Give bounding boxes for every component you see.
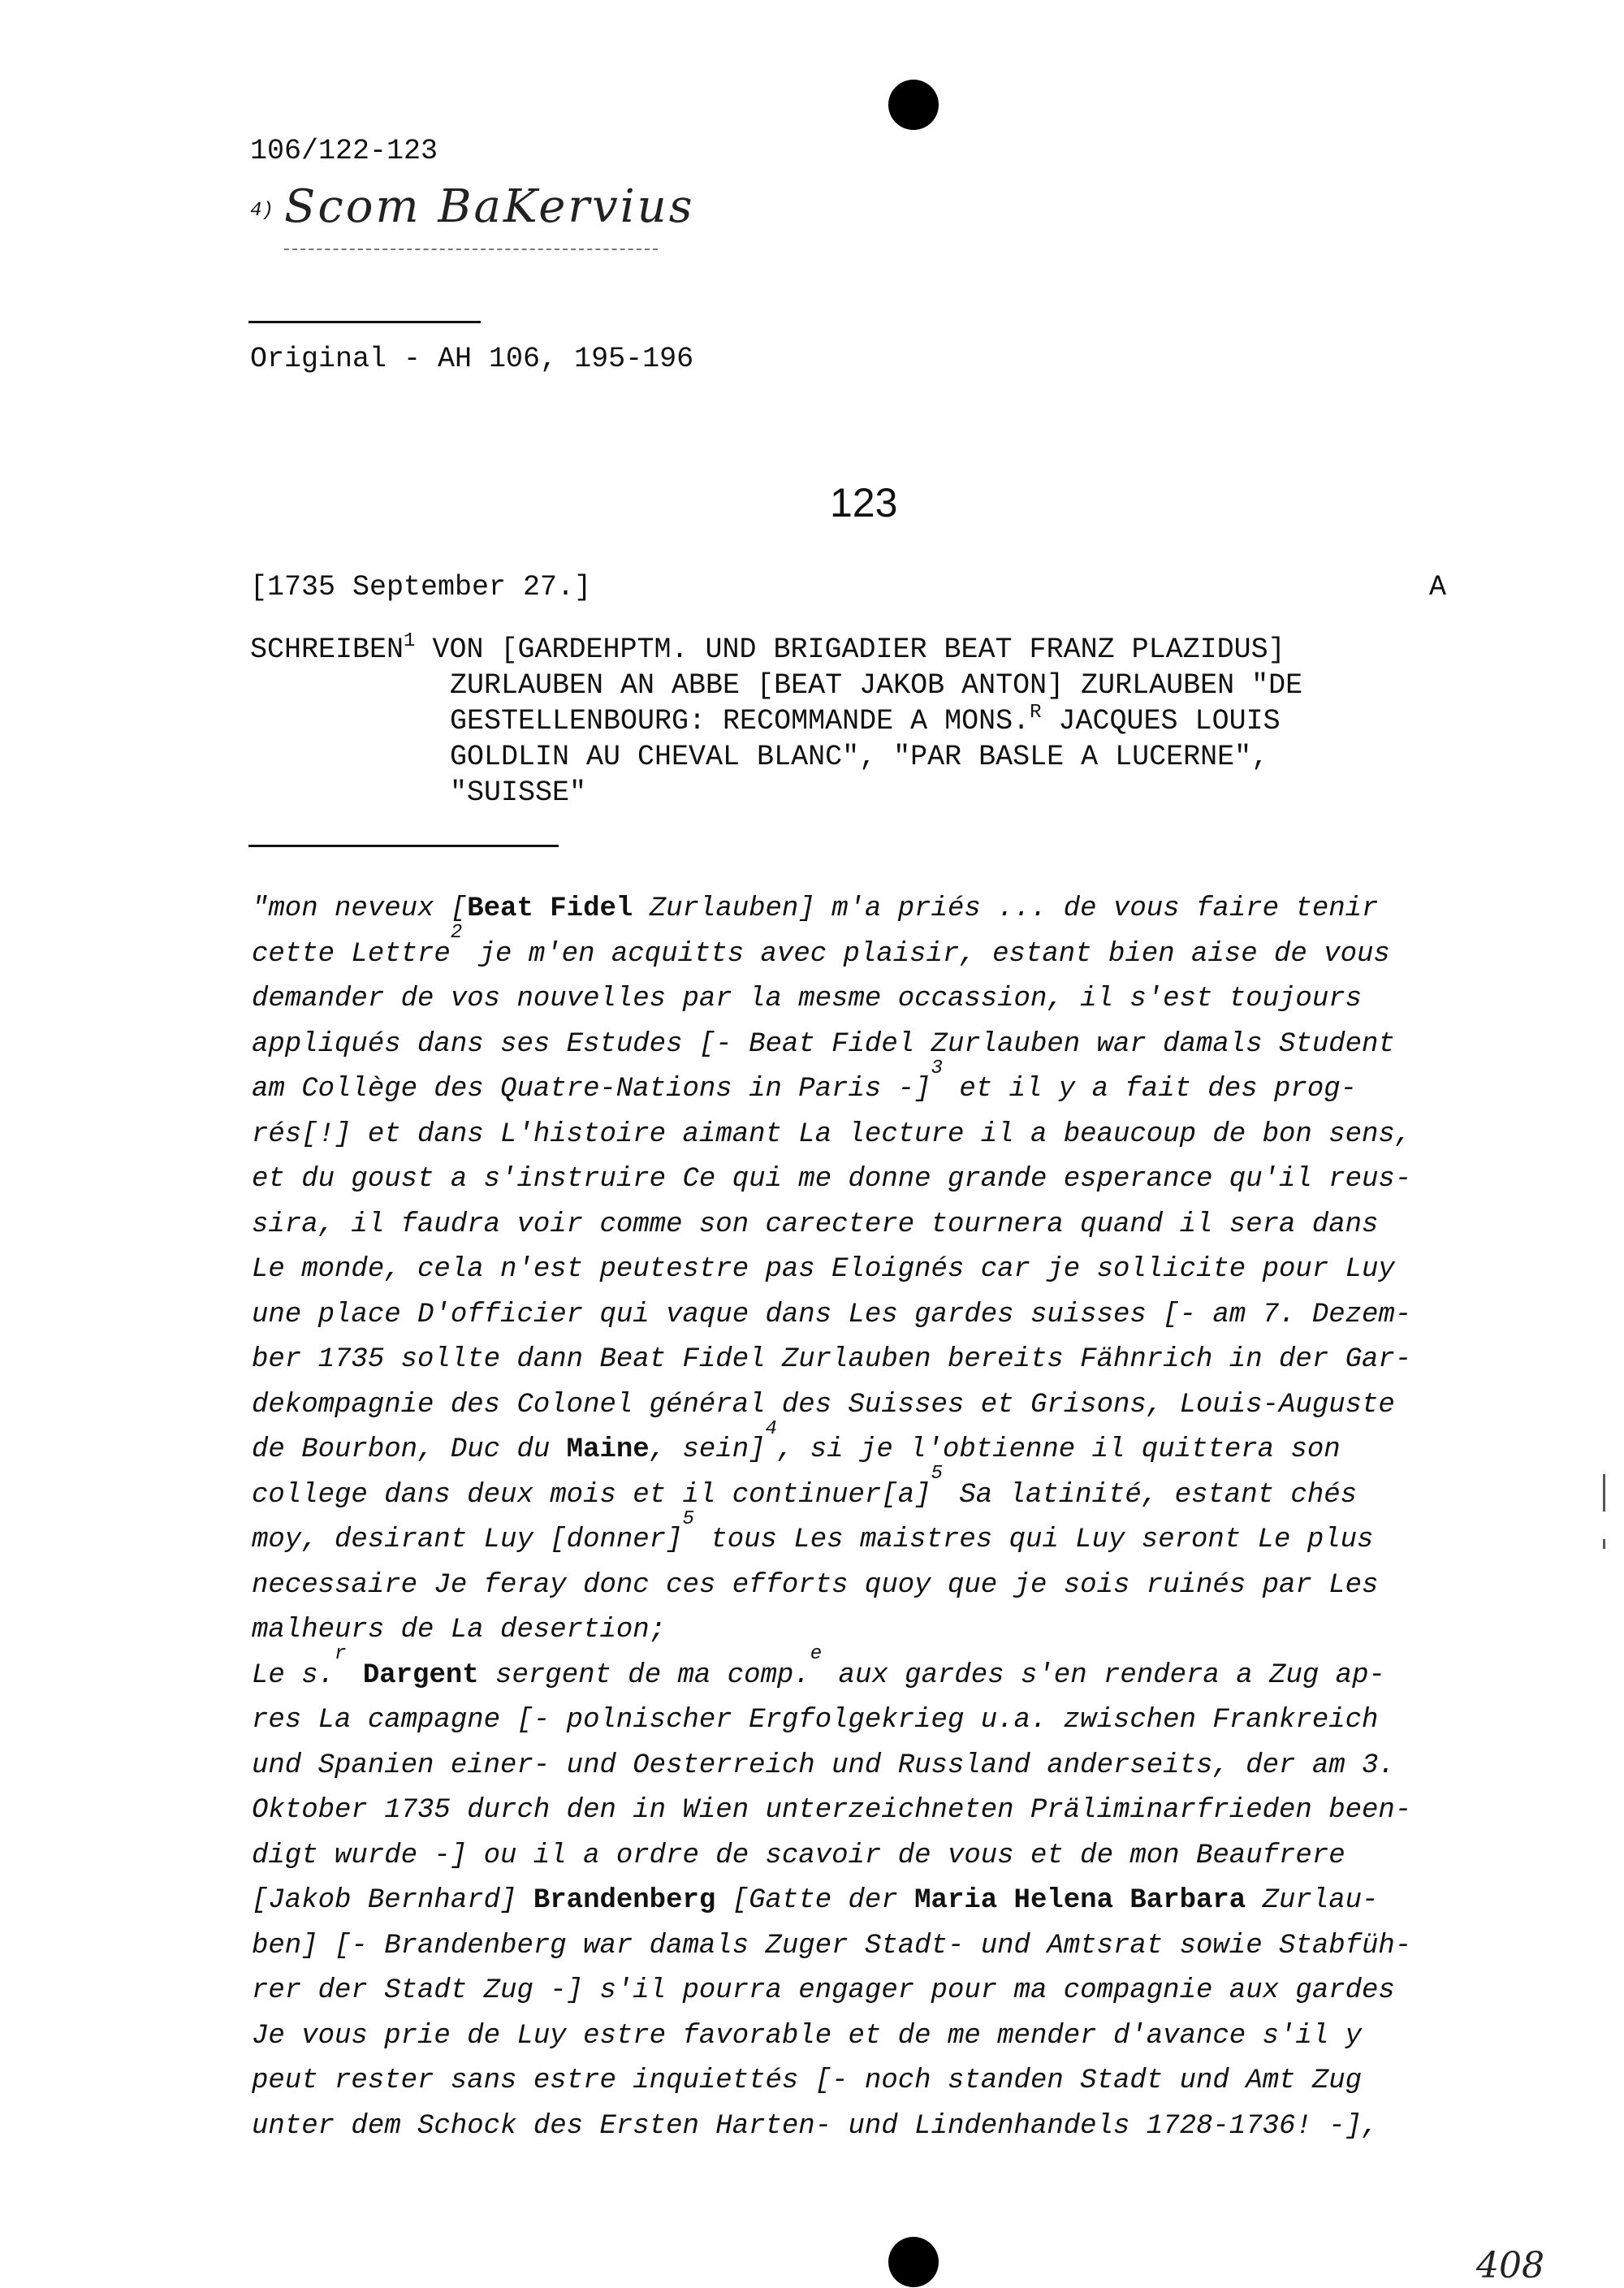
body-line: Oktober 1735 durch den in Wien unterzeichneten Präliminarfrieden been-: [252, 1795, 1412, 1826]
punch-hole-bottom: [888, 2237, 939, 2287]
heading-line: SCHREIBEN$^1$ VON [GARDEHPTM. UND BRIGADIER BEAT FRANZ PLAZIDUS]: [250, 630, 1285, 666]
body-line: de Bourbon, Duc du Maine, sein]$^4$, si je l'obtienne il quittera son: [252, 1417, 1341, 1465]
body-line: rés[!] et dans L'histoire aimant La lecture il a beaucoup de bon sens,: [252, 1118, 1412, 1150]
body-line: appliqués dans ses Estudes [- Beat Fidel Zurlauben war damals Student: [252, 1028, 1395, 1060]
body-line: Le s.$^r$ Dargent sergent de ma comp.$^e$ aux gardes s'en rendera a Zug ap-: [252, 1643, 1385, 1691]
document-number: 123: [830, 480, 898, 526]
footnote-rule: [248, 321, 481, 323]
heading-line: "SUISSE": [450, 776, 587, 809]
handwritten-page-number: 408: [1476, 2245, 1544, 2286]
body-line: am Collège des Quatre-Nations in Paris -]$^3$ et il y a fait des prog-: [252, 1057, 1358, 1105]
body-line: [Jakob Bernhard] Brandenberg [Gatte der Maria Helena Barbara Zurlau-: [252, 1885, 1379, 1916]
body-line: und Spanien einer- und Oesterreich und Russland anderseits, der am 3.: [252, 1750, 1395, 1781]
scan-edge-mark: [1603, 1539, 1605, 1549]
document-category: A: [1429, 571, 1447, 603]
document-date: [1735 September 27.]: [250, 571, 592, 603]
body-line: unter dem Schock des Ersten Harten- und Lindenhandels 1728-1736! -],: [252, 2110, 1379, 2142]
heading-line: GESTELLENBOURG: RECOMMANDE A MONS.$^R$ JACQUES LOUIS: [450, 702, 1281, 737]
body-line: ben] [- Brandenberg war damals Zuger Stadt- und Amtsrat sowie Stabfüh-: [252, 1930, 1412, 1961]
original-source: Original - AH 106, 195-196: [250, 343, 694, 375]
body-line: necessaire Je feray donc ces efforts quoy que je sois ruinés par Les: [252, 1569, 1379, 1601]
body-line: peut rester sans estre inquiettés [- noch standen Stadt und Amt Zug: [252, 2065, 1363, 2096]
body-line: sira, il faudra voir comme son carectere tournera quand il sera dans: [252, 1209, 1379, 1240]
section-rule: [248, 845, 559, 847]
archive-reference: 106/122-123: [250, 135, 438, 167]
body-line: res La campagne [- polnischer Ergfolgekrieg u.a. zwischen Frankreich: [252, 1705, 1379, 1736]
body-line: "mon neveux [Beat Fidel Zurlauben] m'a priés ... de vous faire tenir: [252, 893, 1379, 924]
letter-body: [252, 887, 1514, 2149]
body-line: cette Lettre$^2$ je m'en acquitts avec plaisir, estant bien aise de vous: [252, 922, 1390, 970]
body-line: dekompagnie des Colonel général des Suisses et Grisons, Louis-Auguste: [252, 1389, 1395, 1421]
body-line: rer der Stadt Zug -] s'il pourra engager pour ma compagnie aux gardes: [252, 1975, 1395, 2006]
body-line: demander de vos nouvelles par la mesme occassion, il s'est toujours: [252, 984, 1363, 1014]
heading-line: GOLDLIN AU CHEVAL BLANC", "PAR BASLE A LUCERNE",: [450, 741, 1269, 773]
body-line: college dans deux mois et il $continuer[a]^5$ Sa latinité, estant chés: [252, 1463, 1358, 1511]
body-line: Je vous prie de Luy estre favorable et de me mender d'avance s'il y: [252, 2020, 1363, 2052]
body-line: Le monde, cela n'est peutestre pas Eloignés car je sollicite pour Luy: [252, 1254, 1395, 1285]
body-line: malheurs de La desertion;: [252, 1615, 667, 1646]
body-line: moy, desirant Luy [donner]$^5$ tous Les maistres qui Luy seront Le plus: [252, 1507, 1374, 1555]
footnote-marker: 4): [250, 200, 274, 222]
body-line: et du goust a s'instruire Ce qui me donne grande esperance qu'il reus-: [252, 1164, 1412, 1195]
punch-hole-top: [888, 80, 939, 130]
body-line: ber 1735 sollte dann Beat Fidel Zurlauben bereits Fähnrich in der Gar-: [252, 1344, 1412, 1375]
body-line: une place D'officier qui vaque dans Les gardes suisses [- am 7. Dezem-: [252, 1299, 1412, 1330]
document-heading: [250, 632, 1302, 811]
signature-dashed-line: [284, 249, 658, 250]
scan-edge-mark: [1603, 1474, 1605, 1512]
body-line: digt wurde -] ou il a ordre de scavoir de vous et de mon Beaufrere: [252, 1840, 1345, 1871]
footnote-ref: 1: [404, 630, 416, 652]
handwritten-signature: Scom BaKervius: [284, 180, 695, 233]
heading-line: ZURLAUBEN AN ABBE [BEAT JAKOB ANTON] ZURLAUBEN "DE: [450, 669, 1303, 702]
